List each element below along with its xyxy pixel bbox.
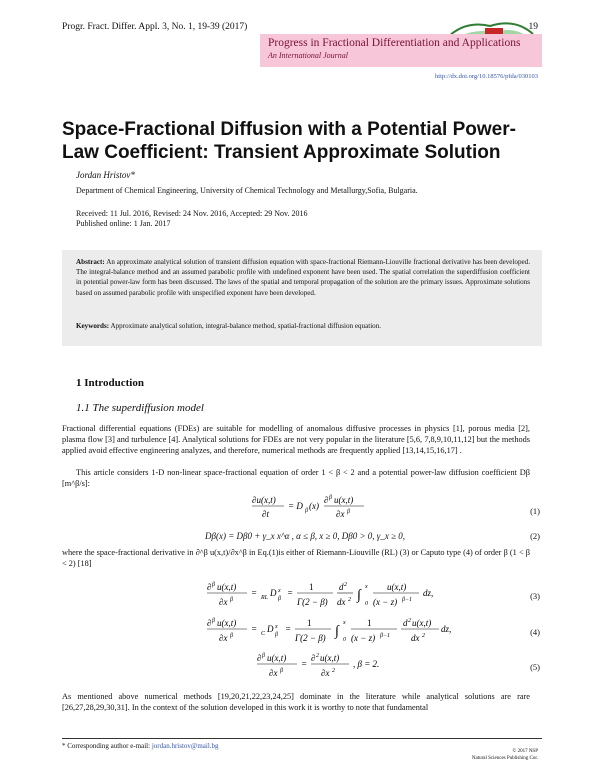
svg-text:2: 2 — [348, 597, 351, 603]
journal-subtitle: An International Journal — [268, 51, 348, 60]
copyright-line-1: © 2017 NSP — [512, 749, 538, 754]
svg-text:2: 2 — [408, 618, 411, 624]
svg-text:, β = 2.: , β = 2. — [353, 659, 380, 669]
svg-text:β: β — [212, 618, 215, 624]
svg-text:d: d — [403, 618, 408, 628]
svg-text:dx: dx — [411, 633, 420, 643]
svg-text:β: β — [278, 596, 281, 602]
footnote-label: * Corresponding author e-mail: — [62, 742, 151, 750]
svg-text:β: β — [347, 509, 350, 515]
paragraph-4: As mentioned above numerical methods [19,20,21,22,23,24,25] dominate in the literature while analytical solutions are rare [26,27,28,29,30,31]. In the context of the solution developed in this work it is worthy to note that fundamental — [62, 692, 530, 712]
equation-1 — [250, 492, 370, 524]
copyright — [472, 748, 538, 762]
svg-text:D: D — [267, 624, 274, 634]
svg-text:(x): (x) — [309, 501, 319, 511]
svg-text:β: β — [280, 668, 283, 674]
svg-text:β: β — [262, 653, 265, 659]
svg-text:= D: = D — [288, 501, 303, 511]
svg-text:x: x — [275, 624, 278, 630]
page-number: 19 — [528, 22, 538, 32]
svg-text:β−1: β−1 — [402, 597, 413, 603]
svg-text:D: D — [270, 588, 277, 598]
svg-text:Γ(2 − β): Γ(2 − β) — [295, 633, 326, 643]
svg-text:=: = — [285, 624, 292, 634]
equation-2-number: (2) — [530, 531, 540, 541]
svg-text:β: β — [275, 632, 278, 638]
equation-4 — [205, 614, 455, 650]
svg-text:1: 1 — [307, 618, 312, 628]
journal-reference: Progr. Fract. Differ. Appl. 3, No. 1, 19-39 (2017) — [62, 22, 248, 32]
author-email-link[interactable]: jordan.hristov@mail.bg — [151, 742, 219, 750]
svg-text:x: x — [365, 584, 368, 590]
abstract — [76, 257, 530, 298]
doi-link[interactable]: http://dx.doi.org/10.18576/pfda/030103 — [435, 73, 538, 80]
received-dates: Received: 11 Jul. 2016, Revised: 24 Nov. 2016, Accepted: 29 Nov. 2016 — [76, 209, 308, 218]
copyright-line-2: Natural Sciences Publishing Cor. — [471, 756, 538, 761]
svg-text:β: β — [329, 495, 332, 501]
svg-text:∫: ∫ — [357, 588, 361, 603]
svg-text:d: d — [339, 582, 344, 592]
keywords-text: Approximate analytical solution, integral-balance method, spatial-fractional diffusion equation. — [110, 322, 382, 330]
svg-text:β−1: β−1 — [380, 633, 391, 639]
svg-text:0: 0 — [365, 601, 368, 607]
equation-3 — [205, 578, 455, 614]
svg-text:∂: ∂ — [257, 653, 262, 663]
svg-text:(x − z): (x − z) — [373, 597, 398, 607]
svg-text:u(x,t): u(x,t) — [320, 653, 340, 663]
svg-text:∂: ∂ — [324, 495, 329, 505]
svg-text:(x − z): (x − z) — [351, 633, 376, 643]
svg-text:dx: dx — [337, 597, 346, 607]
journal-title: Progress in Fractional Differentiation and Applications — [268, 37, 521, 49]
svg-text:C: C — [261, 631, 266, 637]
svg-text:dz,: dz, — [441, 624, 452, 634]
svg-text:2: 2 — [332, 668, 335, 674]
svg-text:∂x: ∂x — [219, 597, 228, 607]
svg-text:∂u(x,t): ∂u(x,t) — [252, 495, 276, 505]
svg-text:u(x,t): u(x,t) — [217, 618, 237, 628]
equation-4-number: (4) — [530, 627, 540, 637]
svg-text:u(x,t): u(x,t) — [267, 653, 287, 663]
svg-text:0: 0 — [343, 637, 346, 643]
svg-text:∂: ∂ — [207, 618, 212, 628]
paragraph-2: This article considers 1-D non-linear space-fractional equation of order 1 < β < 2 and a potential power-law diffusion coefficient Dβ [m^β/s]: — [62, 468, 530, 488]
svg-text:=: = — [301, 659, 308, 669]
svg-text:=: = — [251, 624, 258, 634]
svg-text:1: 1 — [367, 618, 372, 628]
equation-5 — [255, 649, 385, 683]
svg-text:Γ(2 − β): Γ(2 − β) — [297, 597, 328, 607]
paragraph-1: Fractional differential equations (FDEs) are suitable for modelling of anomalous diffusive processes in physics [1], porous media [2], plasma flow [3] and turbulence [4]. Analytical solutions for FDEs are not very popular in the literature [5,6, 7,8,9,10,11,12] but the methods applied avoid effective engineering analyzes, and therefore, numerical methods are frequently applied [13,14,15,16,17] . — [62, 424, 530, 455]
svg-text:∂x: ∂x — [336, 509, 345, 519]
svg-text:2: 2 — [344, 582, 347, 588]
svg-text:∂: ∂ — [311, 653, 316, 663]
keywords — [76, 322, 530, 330]
paragraph-3: where the space-fractional derivative in ∂^β u(x,t)/∂x^β in Eq.(1)is either of Riemann-Liouville (RL) (3) or Caputo type (4) of order β (1 < β < 2) [18] — [62, 548, 530, 568]
equation-1-number: (1) — [530, 506, 540, 516]
svg-text:∂x: ∂x — [219, 633, 228, 643]
equation-5-number: (5) — [530, 662, 540, 672]
author: Jordan Hristov* — [76, 170, 135, 180]
svg-text:β: β — [305, 508, 308, 514]
svg-text:2: 2 — [316, 653, 319, 659]
svg-text:β: β — [212, 582, 215, 588]
svg-text:dz,: dz, — [423, 588, 434, 598]
svg-text:u(x,t): u(x,t) — [387, 582, 407, 592]
svg-text:β: β — [230, 633, 233, 639]
svg-text:x: x — [343, 620, 346, 626]
footnote-divider — [62, 738, 542, 739]
svg-text:2: 2 — [422, 633, 425, 639]
svg-text:∂x: ∂x — [321, 668, 330, 678]
svg-text:=: = — [251, 588, 258, 598]
equation-2: Dβ(x) = Dβ0 + γ_x x^α , α ≤ β, x ≥ 0, Dβ0 > 0, γ_x ≥ 0, — [205, 531, 406, 541]
section-heading: 1 Introduction — [76, 377, 144, 389]
dates — [76, 209, 308, 229]
svg-text:RL: RL — [261, 595, 269, 601]
abstract-label: Abstract: — [76, 258, 105, 266]
svg-text:∂: ∂ — [207, 582, 212, 592]
svg-text:u(x,t): u(x,t) — [217, 582, 237, 592]
svg-text:=: = — [287, 588, 294, 598]
subsection-heading: 1.1 The superdiffusion model — [76, 402, 204, 414]
footnote — [62, 742, 219, 750]
equation-3-number: (3) — [530, 591, 540, 601]
svg-text:u(x,t): u(x,t) — [334, 495, 354, 505]
published-date: Published online: 1 Jan. 2017 — [76, 219, 171, 228]
svg-text:∂x: ∂x — [269, 668, 278, 678]
svg-text:x: x — [278, 588, 281, 594]
abstract-text: An approximate analytical solution of transient diffusion equation with space-fractional Riemann-Liouville fractional derivative has been developed. The integral-balance method and an assumed parabolic profile with undefined exponent have been used. The spatial correlation the superdiffusion coefficient in potential power-law form has been discussed. The laws of the spatial and temporal propagation of the solution are the primary issues. Approximate solutions based on assumed parabolic profile with unspecified exponent have been developed. — [76, 258, 530, 297]
svg-text:1: 1 — [309, 582, 314, 592]
svg-text:β: β — [230, 597, 233, 603]
paper-title: Space-Fractional Diffusion with a Potential Power-Law Coefficient: Transient Approximate Solution — [62, 119, 516, 163]
svg-text:u(x,t): u(x,t) — [412, 618, 432, 628]
svg-text:∂t: ∂t — [262, 509, 269, 519]
keywords-label: Keywords: — [76, 322, 110, 330]
affiliation: Department of Chemical Engineering, University of Chemical Technology and Metallurgy,Sofia, Bulgaria. — [76, 186, 418, 195]
svg-text:∫: ∫ — [335, 624, 339, 639]
